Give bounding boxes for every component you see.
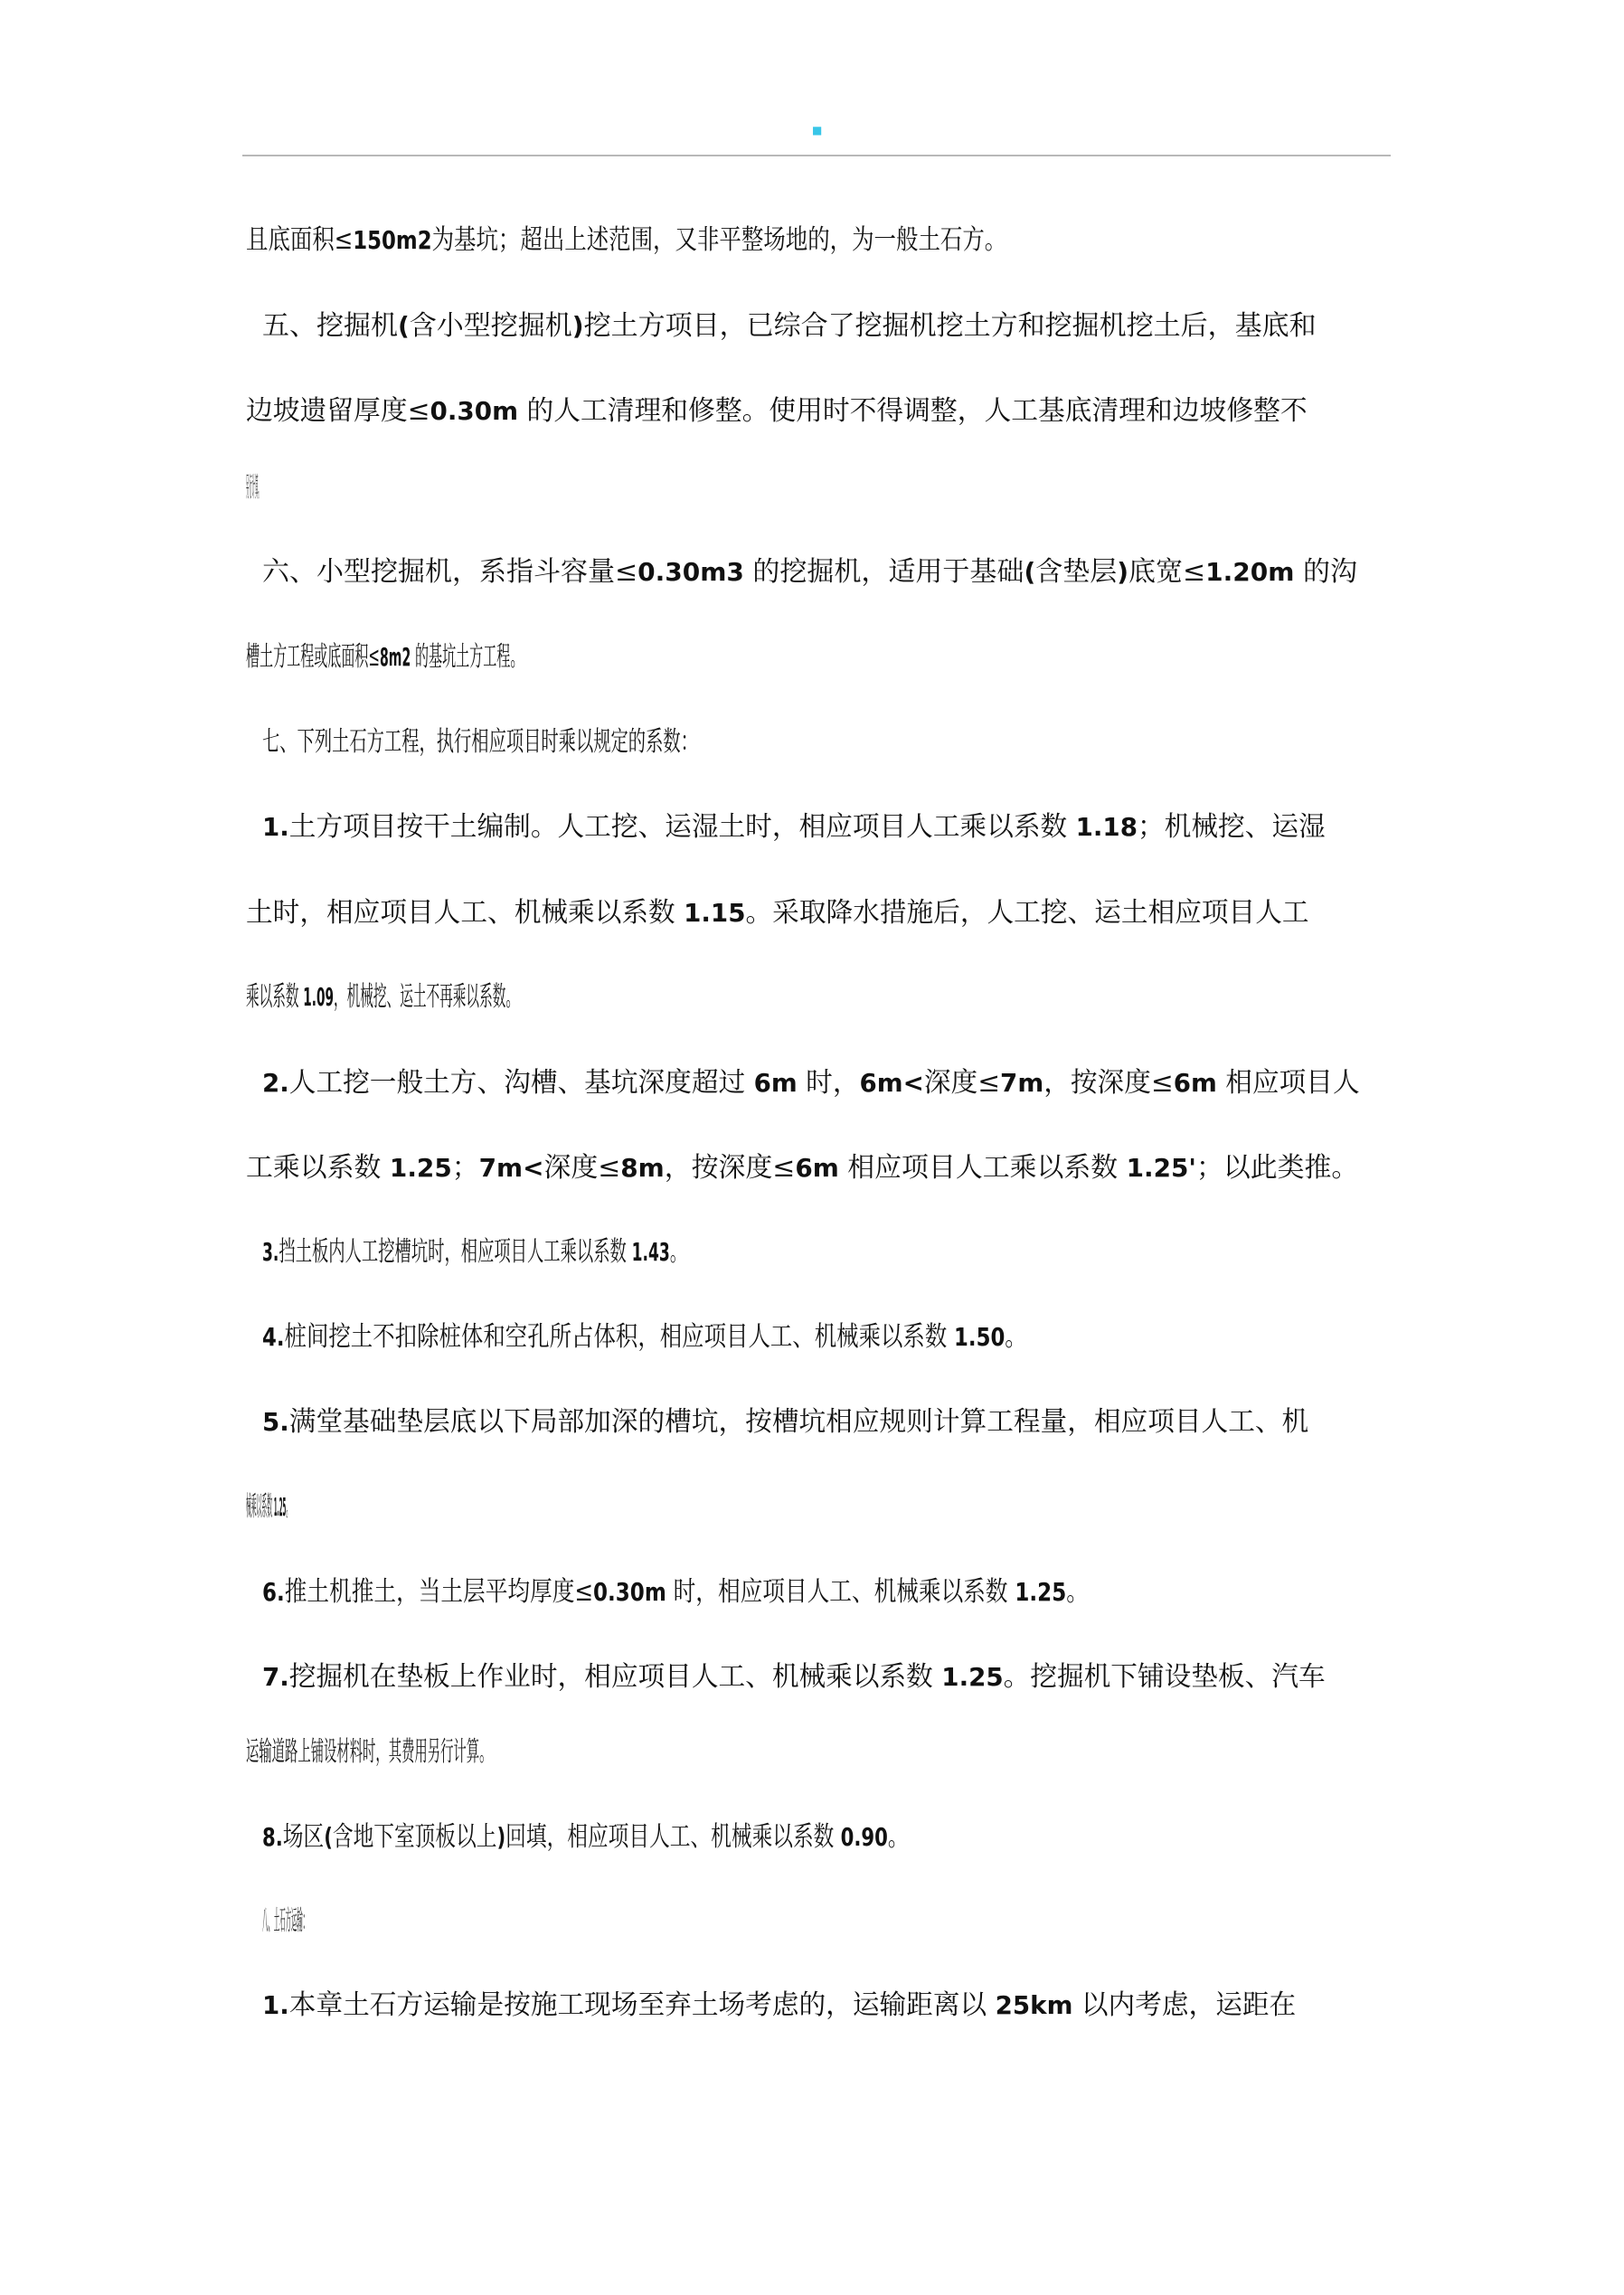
- bold-number: 0.30m: [430, 396, 519, 426]
- text-segment: 深度≤: [543, 1152, 621, 1184]
- bold-number: 6m: [753, 1068, 798, 1098]
- text-line: [262, 1659, 1398, 1695]
- text-segment: 的基坑土方工程。: [411, 641, 524, 673]
- bold-number: 1.25: [273, 1492, 287, 1522]
- bold-number: 6.: [262, 1577, 285, 1607]
- bold-number: 1.25: [941, 1662, 1004, 1692]
- text-segment: 边坡遗留厚度≤: [246, 395, 430, 427]
- bold-number: 6m: [795, 1153, 839, 1183]
- text-line: [262, 724, 1000, 760]
- text-segment: 满堂基础垫层底以下局部加深的槽坑，按槽坑相应规则计算工程量，相应项目人工、机: [288, 1406, 1309, 1438]
- bold-number: (: [398, 311, 410, 341]
- bold-number: (: [1024, 557, 1036, 587]
- bold-number: 150m2: [353, 225, 432, 255]
- bold-number: 1.20m: [1205, 557, 1295, 587]
- text-line: [262, 308, 1411, 345]
- text-segment: ，按深度≤: [1043, 1067, 1174, 1099]
- text-segment: 。: [669, 1236, 687, 1268]
- text-segment: 深度≤: [923, 1067, 1001, 1099]
- bold-number: 0.30m: [593, 1577, 666, 1607]
- text-segment: 。: [286, 1491, 292, 1523]
- text-segment: 运输道路上铺设材料时，其费用另行计算。: [246, 1736, 493, 1768]
- text-segment: 槽土方工程或底面积≤: [246, 641, 381, 673]
- bold-number: 6m: [1173, 1068, 1217, 1098]
- text-segment: 。: [887, 1821, 909, 1853]
- text-segment: 。采取降水措施后，人工挖、运土相应项目人工: [745, 897, 1309, 929]
- text-line: [246, 470, 374, 506]
- text-segment: ；机械挖、运湿: [1137, 811, 1326, 843]
- bold-number: ): [496, 1822, 506, 1852]
- text-segment: 土时，相应项目人工、机械乘以系数: [246, 897, 685, 929]
- text-segment: 。挖掘机下铺设垫板、汽车: [1003, 1661, 1326, 1693]
- text-segment: 含垫层: [1035, 556, 1118, 588]
- text-line: [246, 1489, 468, 1525]
- bold-number: 5.: [262, 1407, 289, 1437]
- text-segment: 的挖掘机，适用于基础: [743, 556, 1024, 588]
- header-rule: [242, 155, 1391, 156]
- text-segment: 五、挖掘机: [262, 310, 398, 342]
- bold-number: 6m<: [859, 1068, 924, 1098]
- text-segment: 本章土石方运输是按施工现场至弃土场考虑的，运输距离以: [288, 1989, 996, 2021]
- bold-number: 7m: [1000, 1068, 1044, 1098]
- text-line: [262, 1319, 1197, 1355]
- bold-number: 3.: [262, 1237, 279, 1267]
- text-segment: 挖掘机在垫板上作业时，相应项目人工、机械乘以系数: [288, 1661, 942, 1693]
- text-segment: 的沟: [1294, 556, 1357, 588]
- text-segment: ；: [451, 1152, 479, 1184]
- text-segment: ，机械挖、运土不再乘以系数。: [333, 981, 520, 1013]
- bold-number: 1.: [262, 1990, 289, 2020]
- text-line: [246, 393, 1385, 430]
- text-segment: 以内考虑，运距在: [1072, 1989, 1297, 2021]
- text-line: [262, 554, 1411, 590]
- bold-number: 1.50: [954, 1322, 1006, 1352]
- text-segment: 工乘以系数: [246, 1152, 390, 1184]
- text-segment: 且底面积≤: [246, 224, 354, 256]
- text-segment: 土方项目按干土编制。人工挖、运湿土时，相应项目人工乘以系数: [288, 811, 1076, 843]
- text-line: [262, 1819, 1131, 1856]
- bold-number: 0.90: [840, 1822, 888, 1852]
- text-segment: 含小型挖掘机: [409, 310, 572, 342]
- bold-number: 1.25: [389, 1153, 452, 1183]
- text-segment: 为基坑；超出上述范围，又非平整场地的，为一般土石方。: [431, 224, 1007, 256]
- text-segment: 七、下列土石方工程，执行相应项目时乘以规定的系数：: [262, 726, 698, 758]
- text-segment: ；以此类推。: [1195, 1152, 1359, 1184]
- text-segment: 含地下室顶板以上: [332, 1821, 497, 1853]
- text-line: [246, 1150, 1390, 1186]
- text-line: [262, 809, 1398, 845]
- text-line: [262, 1234, 963, 1270]
- text-line: [262, 1988, 1398, 2024]
- text-line: [262, 1404, 1398, 1440]
- text-segment: 械乘以系数: [246, 1491, 274, 1523]
- bold-number: 7m<: [478, 1153, 544, 1183]
- text-segment: 挖土方项目，已综合了挖掘机挖土方和挖掘机挖土后，基底和: [583, 310, 1317, 342]
- text-segment: 挡土板内人工挖槽坑时，相应项目人工乘以系数: [279, 1236, 632, 1268]
- text-line: [246, 895, 1382, 931]
- bold-number: 1.: [262, 812, 289, 842]
- text-segment: 的人工清理和修整。使用时不得调整，人工基底清理和边坡修整不: [518, 395, 1308, 427]
- bold-number: 2.: [262, 1068, 289, 1098]
- text-segment: 人工挖一般土方、沟槽、基坑深度超过: [288, 1067, 754, 1099]
- text-line: [246, 639, 822, 675]
- bold-number: 1.25: [1015, 1577, 1067, 1607]
- text-line: [262, 1903, 507, 1940]
- bold-number: 1.43: [631, 1237, 670, 1267]
- bold-number: 8m2: [380, 642, 411, 672]
- text-segment: 桩间挖土不扣除桩体和空孔所占体积，相应项目人工、机械乘以系数: [284, 1321, 955, 1353]
- bold-number: 8m: [620, 1153, 665, 1183]
- bold-number: 1.18: [1075, 812, 1138, 842]
- text-segment: ，按深度≤: [664, 1152, 796, 1184]
- text-line: [246, 979, 807, 1015]
- bold-number: 8.: [262, 1822, 283, 1852]
- bold-number: ): [1117, 557, 1129, 587]
- bold-number: ): [571, 311, 584, 341]
- text-segment: 底宽≤: [1128, 556, 1206, 588]
- text-segment: 推土机推土，当土层平均厚度≤: [284, 1576, 594, 1608]
- text-segment: 时，相应项目人工、机械乘以系数: [666, 1576, 1015, 1608]
- text-segment: 相应项目人工乘以系数: [838, 1152, 1127, 1184]
- bold-number: 1.09: [303, 982, 334, 1012]
- bold-number: 7.: [262, 1662, 289, 1692]
- bold-number: 25km: [995, 1990, 1073, 2020]
- text-segment: 八、土石方运输：: [262, 1905, 309, 1937]
- text-segment: 回填，相应项目人工、机械乘以系数: [505, 1821, 841, 1853]
- bold-number: (: [324, 1822, 333, 1852]
- text-line: [246, 222, 1182, 259]
- text-segment: 。: [1066, 1576, 1089, 1608]
- bold-number: 4.: [262, 1322, 285, 1352]
- header-mark: ■: [812, 124, 823, 137]
- bold-number: 0.30m3: [637, 557, 744, 587]
- text-line: [246, 1734, 795, 1771]
- text-segment: 乘以系数: [246, 981, 304, 1013]
- text-segment: 相应项目人: [1216, 1067, 1360, 1099]
- text-segment: 场区: [282, 1821, 325, 1853]
- bold-number: 1.15: [684, 898, 746, 928]
- text-segment: 。: [1005, 1321, 1027, 1353]
- text-line: [262, 1574, 1206, 1610]
- text-segment: 另行计算。: [246, 472, 261, 504]
- text-segment: 时，: [797, 1067, 860, 1099]
- text-line: [262, 1065, 1398, 1101]
- text-segment: 六、小型挖掘机，系指斗容量≤: [262, 556, 638, 588]
- bold-number: 1.25': [1126, 1153, 1196, 1183]
